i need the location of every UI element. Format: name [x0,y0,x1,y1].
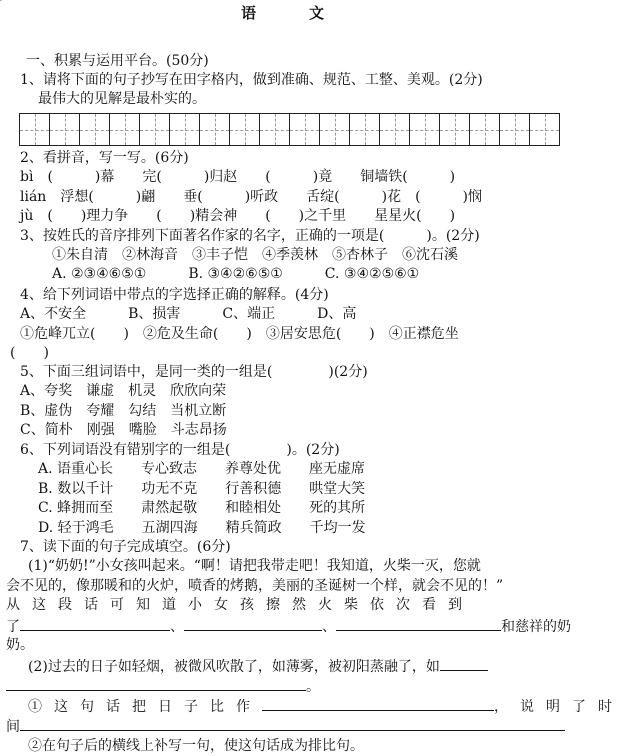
q7-passage-line2: 会不见的，像那暖和的火炉，喷香的烤鹅，美丽的圣诞树一个样，就会不见的！” [6,578,504,594]
grid-cell[interactable] [109,113,140,146]
q5-option-a: A、夸奖 谦虚 机灵 欣欣向荣 [20,383,227,399]
q7-p2-line1 [28,656,488,676]
grid-cell[interactable] [139,113,170,146]
grid-cell[interactable] [469,113,500,146]
section-heading: 一、积累与运用平台。(50分) [26,53,209,69]
corner-cut-mark [0,0,32,18]
q7-p2-text: (2)过去的日子如轻烟，被微风吹散了，如薄雾，被初阳蒸融了，如 [28,659,440,675]
q7-passage-line1: (1)“奶奶!”小女孩叫起来。“啊！请把我带走吧！我知道，火柴一灭，您就 [28,558,481,574]
q3-options: A. ②③④⑥⑤① B. ③④②⑥⑤① C. ③④②⑤⑥① [52,266,420,282]
grid-cell[interactable] [49,113,80,146]
q6-option-c: C. 蜂拥而至 肃然起敬 和睦相处 死的其所 [38,500,366,516]
q4-tail: ( ) [10,345,49,361]
q7-p2-end: 。 [306,679,320,695]
q7-fill-prefix: 了 [6,619,20,635]
grid-cell[interactable] [79,113,110,146]
answer-blank[interactable] [336,616,501,631]
q7-prompt: 7、读下面的句子完成填空。(6分) [20,539,231,555]
separator: 、 [322,619,336,635]
q7-fill-line [6,616,571,636]
q5-prompt: 5、下面三组词语中，是同一类的一组是( )(2分) [20,364,368,380]
q7-s1-text: ①这句话把日子比作 [28,699,262,715]
q7-s1-text2: 间 [6,719,20,735]
q5-option-c: C、简朴 刚强 嘴脸 斗志昂扬 [20,422,227,438]
q2-row-bi: bì ( )幕 完( )归赵 ( )竟 铜墙铁( ) [20,169,456,185]
q6-option-a: A. 语重心长 专心致志 养尊处优 座无虚席 [38,461,366,477]
grid-cell[interactable] [499,113,530,146]
q3-prompt: 3、按姓氏的音序排列下面著名作家的名字，正确的一项是( )。(2分) [20,228,480,244]
answer-blank[interactable] [440,656,488,671]
q5-option-b: B、虚伪 夸耀 勾结 当机立断 [20,403,227,419]
q1-sentence: 最伟大的见解是最朴实的。 [38,91,206,107]
answer-blank[interactable] [20,616,170,631]
q7-passage-line3: 从这段话可知道小女孩擦然火柴依次看到 [6,597,474,613]
grid-cell[interactable] [289,113,320,146]
q6-prompt: 6、下列词语没有错别字的一组是( )。(2分) [20,442,340,458]
q7-p2-line2 [6,676,320,696]
page-title: 语 文 [241,4,327,22]
q2-row-lian: lián 浮想( )翩 垂( )听政 舌绽( )花 ( )悯 [20,189,483,205]
q7-passage-line5: 奶。 [6,637,34,653]
q6-option-b: B. 数以千计 功无不克 行善积德 哄堂大笑 [38,481,366,497]
grid-cell[interactable] [169,113,200,146]
q6-option-d: D. 轻于鸿毛 五湖四海 精兵简政 千均一发 [38,520,366,536]
tianzige-grid[interactable] [20,113,560,146]
q2-row-ju: jù ( )理力争 ( )精会神 ( )之千里 星星火( ) [20,208,456,224]
q1-prompt: 1、请将下面的句子抄写在田字格内，做到准确、规范、工整、美观。(2分) [20,72,483,88]
grid-cell[interactable] [259,113,290,146]
separator: 、 [170,619,184,635]
grid-cell[interactable] [229,113,260,146]
answer-blank[interactable] [6,676,306,691]
q7-s2-line1: ②在句子后的横线上补写一句，使这句话成为排比句。 [28,738,364,754]
grid-cell[interactable] [409,113,440,146]
grid-cell[interactable] [319,113,350,146]
q2-prompt: 2、看拼音，写一写。(6分) [20,150,189,166]
answer-blank[interactable] [20,716,565,731]
q3-names: ①朱自清 ②林海音 ③丰子恺 ④季羡林 ⑤杏林子 ⑥沈石溪 [52,247,458,263]
q4-prompt: 4、给下列词语中带点的字选择正确的解释。(4分) [20,287,329,303]
grid-cell[interactable] [379,113,410,146]
grid-cell[interactable] [349,113,380,146]
answer-blank[interactable] [184,616,322,631]
q4-items: ①危峰兀立( ) ②危及生命( ) ③居安思危( ) ④正襟危坐 [20,326,459,342]
grid-cell[interactable] [19,113,50,146]
q7-s1-text-end: ，说明了时 [494,699,624,715]
grid-cell[interactable] [199,113,230,146]
q7-fill-suffix: 和慈祥的奶 [501,619,571,635]
q4-options: A、不安全 B、损害 C、端正 D、高 [20,306,357,322]
q7-s1-line1 [28,696,624,716]
answer-blank[interactable] [262,696,494,711]
q7-s1-line2 [6,716,565,736]
grid-cell[interactable] [439,113,470,146]
grid-cell[interactable] [529,113,560,146]
